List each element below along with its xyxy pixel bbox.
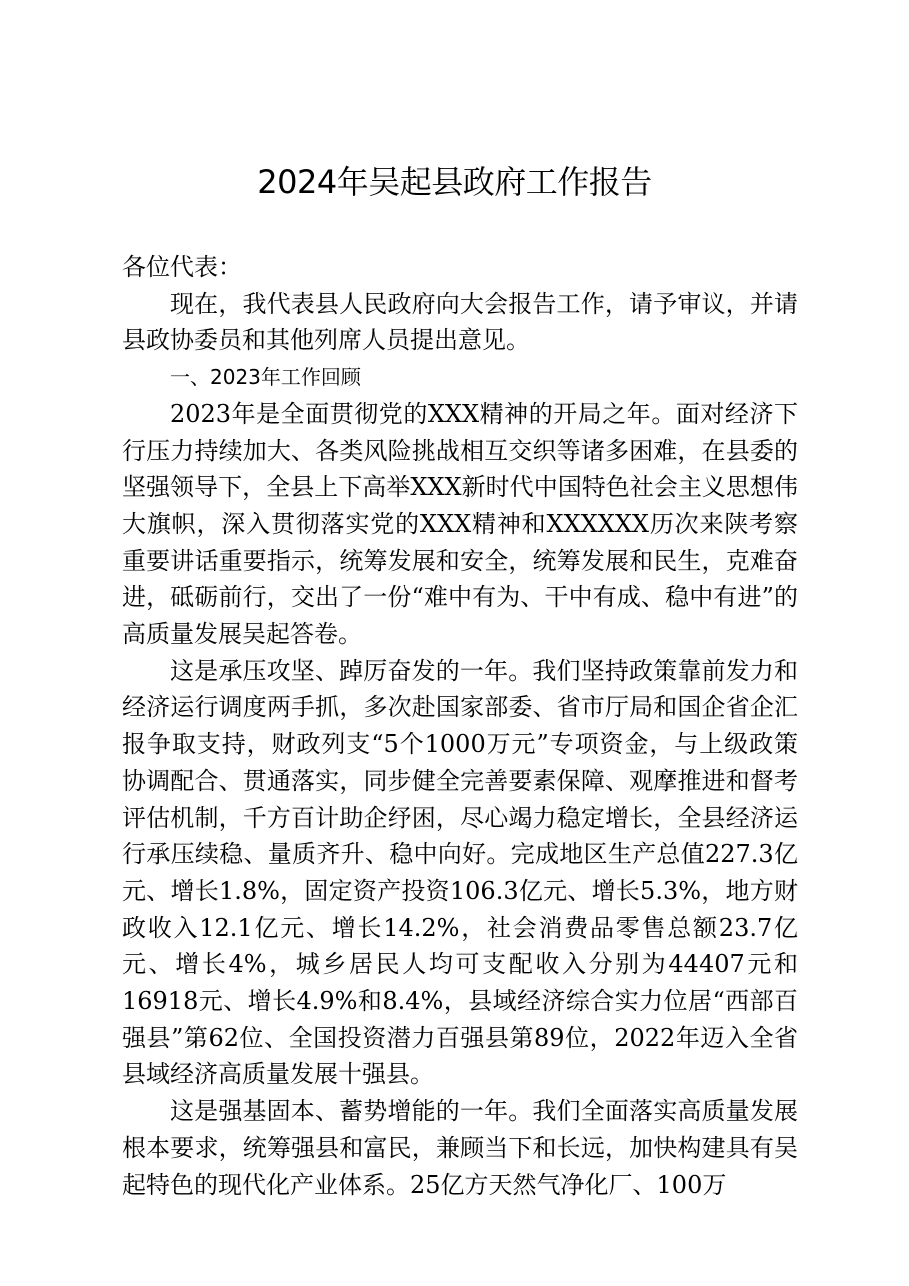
body-paragraph: 这是承压攻坚、踔厉奋发的一年。我们坚持政策靠前发力和经济运行调度两手抓，多次赴国家部委、省市厅局和国企省企汇报争取支持，财政列支“5个1000万元”专项资金，与上级政策协调配合、贯通落实，同步健全完善要素保障、观摩推进和督考评估机制，千方百计助企纾困，尽心竭力稳定增长，全县经济运行承压续稳、量质齐升、稳中向好。完成地区生产总值227.3亿元、增长1.8%，固定资产投资106.3亿元、增长5.3%，地方财政收入12.1亿元、增长14.2%，社会消费品零售总额23.7亿元、增长4%，城乡居民人均可支配收入分别为44407元和16918元、增长4.9%和8.4%，县域经济综合实力位居“西部百强县”第62位、全国投资潜力百强县第89位，2022年迈入全省县域经济高质量发展十强县。: [122, 656, 798, 1089]
intro-paragraph: 现在，我代表县人民政府向大会报告工作，请予审议，并请县政协委员和其他列席人员提出意见。: [122, 289, 798, 355]
body-paragraph: 2023年是全面贯彻党的XXX精神的开局之年。面对经济下行压力持续加大、各类风险挑战相互交织等诸多困难，在县委的坚强领导下，全县上下高举XXX新时代中国特色社会主义思想伟大旗帜，深入贯彻落实党的XXX精神和XXXXXX历次来陕考察重要讲话重要指示，统筹发展和安全，统筹发展和民生，克难奋进，砥砺前行，交出了一份“难中有为、干中有成、稳中有进”的高质量发展吴起答卷。: [122, 399, 798, 649]
salutation: 各位代表：: [122, 253, 242, 281]
document-title: 2024年吴起县政府工作报告: [257, 163, 652, 201]
body-paragraph: 这是强基固本、蓄势增能的一年。我们全面落实高质量发展根本要求，统筹强县和富民，兼顾当下和长远，加快构建具有吴起特色的现代化产业体系。25亿方天然气净化厂、100万: [122, 1097, 798, 1199]
section-heading: 一、2023年工作回顾: [170, 365, 361, 390]
document-body: [122, 249, 798, 1203]
